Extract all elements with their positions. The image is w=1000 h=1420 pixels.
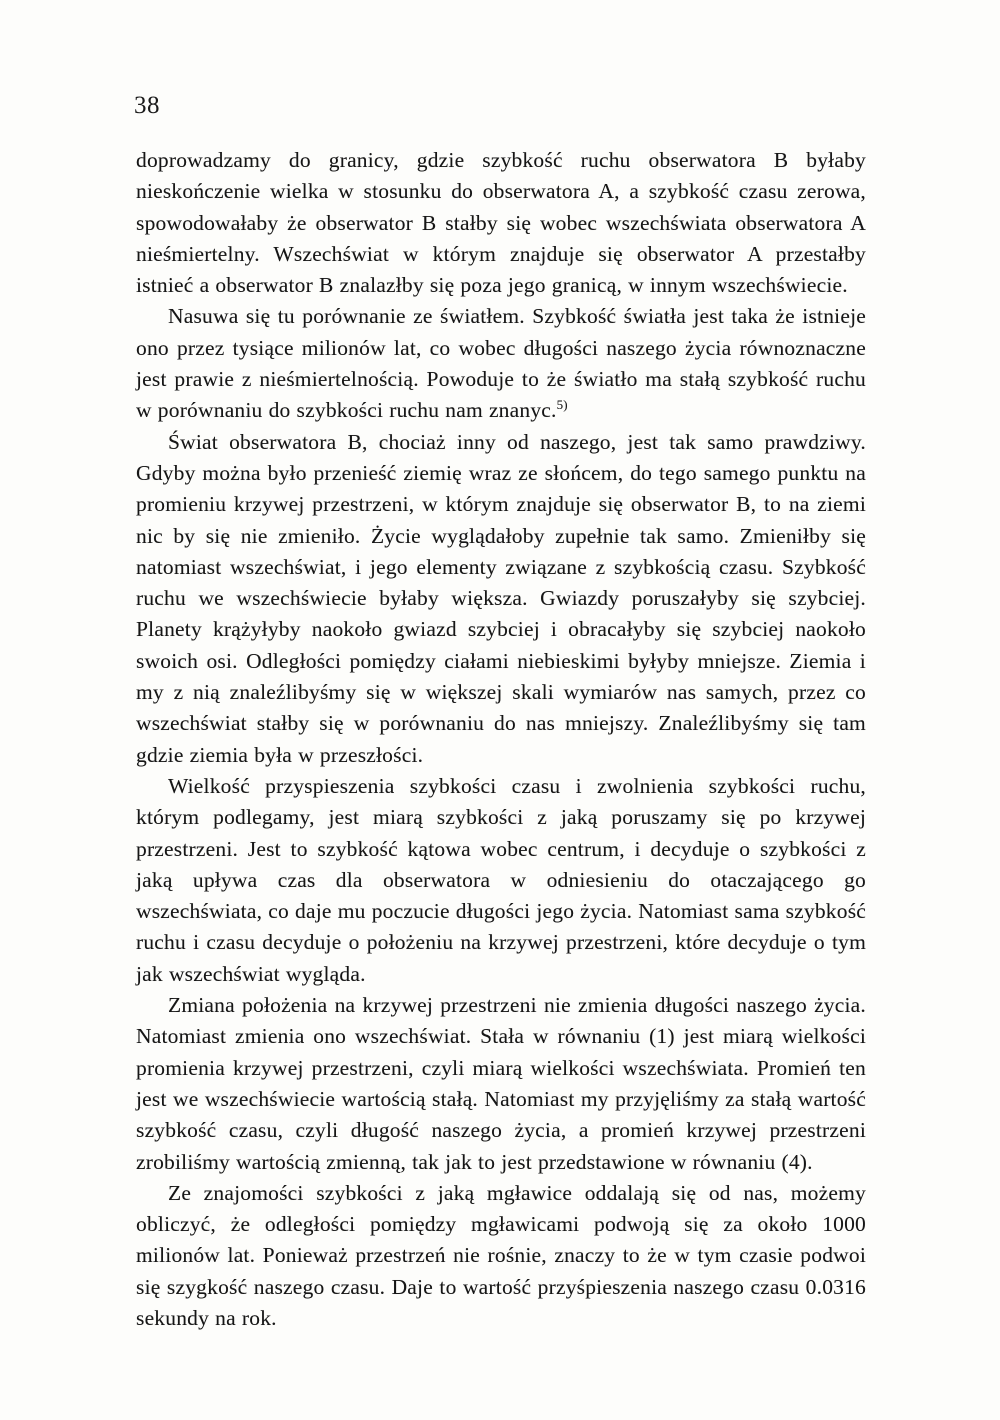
body-text-column <box>136 145 866 1334</box>
paragraph-4: Wielkość przyspieszenia szybkości czasu i zwolnienia szybkości ruchu, którym podlegamy, jest miarą szybkości z jaką poruszamy się po krzywej przestrzeni. Jest to szybkość kątowa wobec centrum, i decyduje o szybkości z jaką upływa czas dla obserwatora w odniesieniu do otaczającego go wszechświata, co daje mu poczucie długości jego życia. Natomiast sama szybkość ruchu i czasu decyduje o położeniu na krzywej przestrzeni, które decyduje o tym jak wszechświat wygląda. <box>136 773 866 986</box>
paragraph-1: doprowadzamy do granicy, gdzie szybkość ruchu obserwatora B byłaby nieskończenie wielka w stosunku do obserwatora A, a szybkość czasu zerowa, spowodowałaby że obserwator B stałby się wobec wszechświata obserwatora A nieśmiertelny. Wszechświat w którym znajduje się obserwator A przestałby istnieć a obserwator B znalazłby się poza jego granicą, w innym wszechświecie. <box>136 148 866 298</box>
footnote-marker-5: 5) <box>556 397 568 413</box>
paragraph-3: Świat obserwatora B, chociaż inny od naszego, jest tak samo prawdziwy. Gdyby można było przenieść ziemię wraz ze słońcem, do tego samego punktu na promieniu krzywej przestrzeni, w którym znajduje się obserwator B, to na ziemi nic by się nie zmieniło. Życie wyglądałoby zupełnie tak samo. Zmieniłby się natomiast wszechświat, i jego elementy związane z szybkością czasu. Szybkość ruchu we wszechświecie byłaby większa. Gwiazdy poruszałyby się szybciej. Planety krążyłyby naokoło gwiazd szybciej i obracałyby się szybciej naokoło swoich osi. Odległości pomiędzy ciałami niebieskimi byłyby mniejsze. Ziemia i my z nią znaleźlibyśmy się w większej skali wymiarów nas samych, przez co wszechświat stałby się w porównaniu do nas mniejszy. Znaleźlibyśmy się tam gdzie ziemia była w przeszłości. <box>136 429 866 767</box>
paragraph-5: Zmiana położenia na krzywej przestrzeni nie zmienia długości naszego życia. Natomiast zmienia ono wszechświat. Stała w równaniu (1) jest miarą wielkości promienia krzywej przestrzeni, czyli miarą wielkości wszechświata. Promień ten jest we wszechświecie wartością stałą. Natomiast my przyjęliśmy za stałą wartość szybkość czasu, czyli długość naszego życia, a promień krzywej przestrzeni zrobiliśmy wartością zmienną, tak jak to jest przedstawione w równaniu (4). <box>136 993 866 1174</box>
paragraph-2 <box>136 301 866 426</box>
paragraph-6: Ze znajomości szybkości z jaką mgławice oddalają się od nas, możemy obliczyć, że odległości pomiędzy mgławicami podwoją się za około 1000 milionów lat. Ponieważ przestrzeń nie rośnie, znaczy to że w tym czasie podwoi się szygkość naszego czasu. Daje to wartość przyśpieszenia naszego czasu 0.0316 sekundy na rok. <box>136 1180 866 1330</box>
page-number: 38 <box>134 92 160 119</box>
paragraph-2-text: Nasuwa się tu porównanie ze światłem. Szybkość światła jest taka że istnieje ono przez tysiące milionów lat, co wobec długości naszego życia równoznaczne jest prawie z nieśmiertelnością. Powoduje to że światło ma stałą szybkość ruchu w porównaniu do szybkości ruchu nam znanyc. <box>136 304 866 423</box>
